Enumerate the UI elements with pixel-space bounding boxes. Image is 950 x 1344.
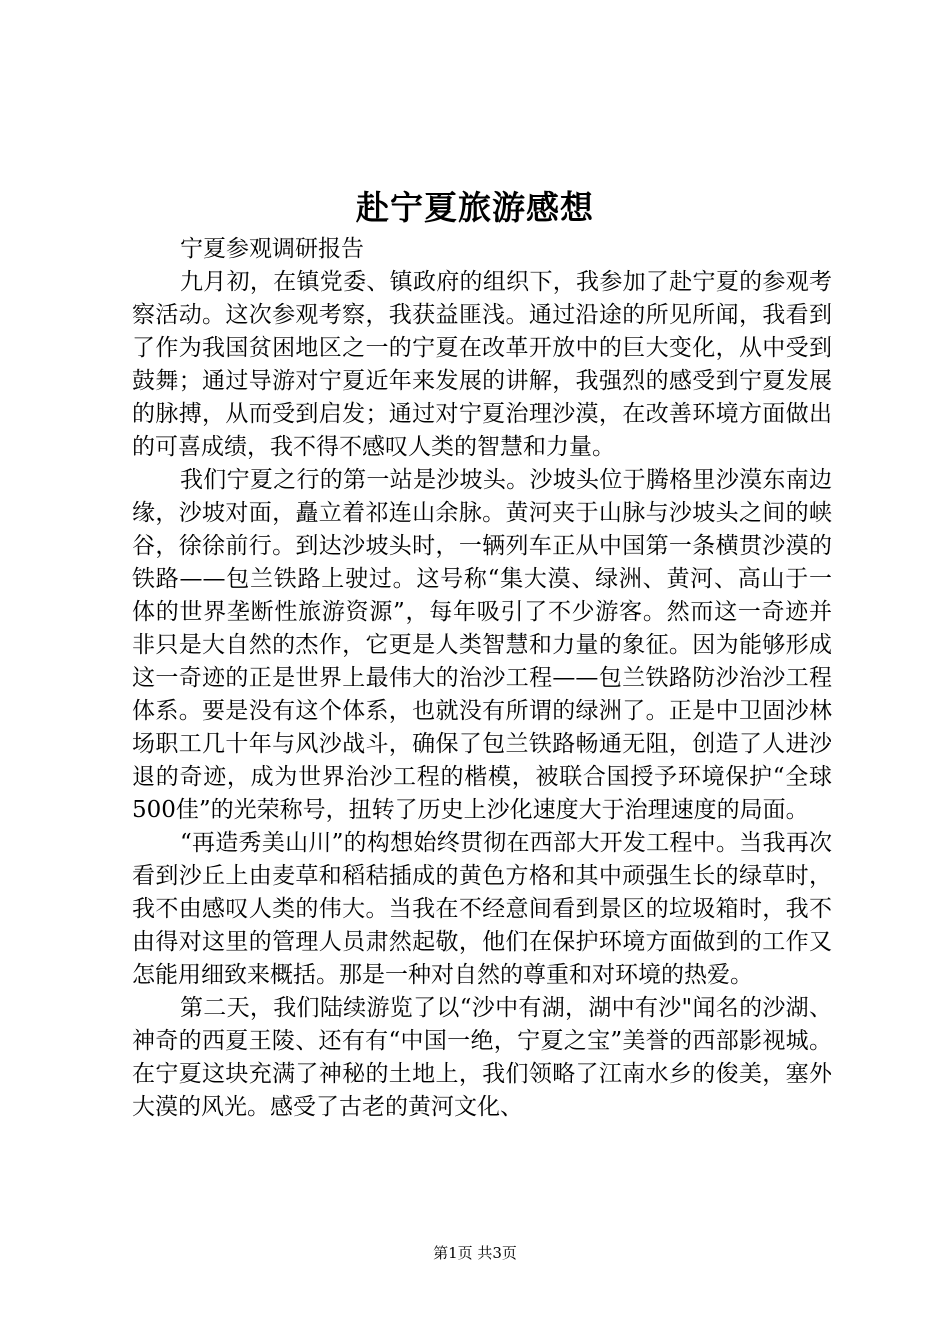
paragraph-second-day: 第二天，我们陆续游览了以“沙中有湖，湖中有沙"闻名的沙湖、神奇的西夏王陵、还有有“中国一绝，宁夏之宝”美誉的西部影视城。在宁夏这块充满了神秘的土地上，我们领略了江南水乡的俊美，塞外大漠的风光。感受了古老的黄河文化、: [132, 995, 832, 1120]
paragraph-shapotou: 我们宁夏之行的第一站是沙坡头。沙坡头位于腾格里沙漠东南边缘，沙坡对面，矗立着祁连山余脉。黄河夹于山脉与沙坡头之间的峡谷，徐徐前行。到达沙坡头时，一辆列车正从中国第一条横贯沙漠的铁路——包兰铁路上驶过。这号称“集大漠、绿洲、黄河、高山于一体的世界垄断性旅游资源”，每年吸引了不少游客。然而这一奇迹并非只是大自然的杰作，它更是人类智慧和力量的象征。因为能够形成这一奇迹的正是世界上最伟大的治沙工程——包兰铁路防沙治沙工程体系。要是没有这个体系，也就没有所谓的绿洲了。正是中卫固沙林场职工几十年与风沙战斗，确保了包兰铁路畅通无阻，创造了人进沙退的奇迹，成为世界治沙工程的楷模，被联合国授予环境保护“全球500佳”的光荣称号，扭转了历史上沙化速度大于治理速度的局面。: [132, 467, 832, 823]
page-number-footer: 第1页 共3页: [433, 1244, 517, 1262]
document-title: 赴宁夏旅游感想: [356, 188, 594, 227]
document-body: [132, 233, 832, 1124]
paragraph-subtitle: 宁夏参观调研报告: [180, 236, 364, 262]
paragraph-intro: 九月初，在镇党委、镇政府的组织下，我参加了赴宁夏的参观考察活动。这次参观考察，我获益匪浅。通过沿途的所见所闻，我看到了作为我国贫困地区之一的宁夏在改革开放中的巨大变化，从中受到鼓舞；通过导游对宁夏近年来发展的讲解，我强烈的感受到宁夏发展的脉搏，从而受到启发；通过对宁夏治理沙漠，在改善环境方面做出的可喜成绩，我不得不感叹人类的智慧和力量。: [132, 269, 832, 460]
paragraph-environment: “再造秀美山川”的构想始终贯彻在西部大开发工程中。当我再次看到沙丘上由麦草和稻秸插成的黄色方格和其中顽强生长的绿草时，我不由感叹人类的伟大。当我在不经意间看到景区的垃圾箱时，我不由得对这里的管理人员肃然起敬，他们在保护环境方面做到的工作又怎能用细致来概括。那是一种对自然的尊重和对环境的热爱。: [132, 830, 832, 988]
